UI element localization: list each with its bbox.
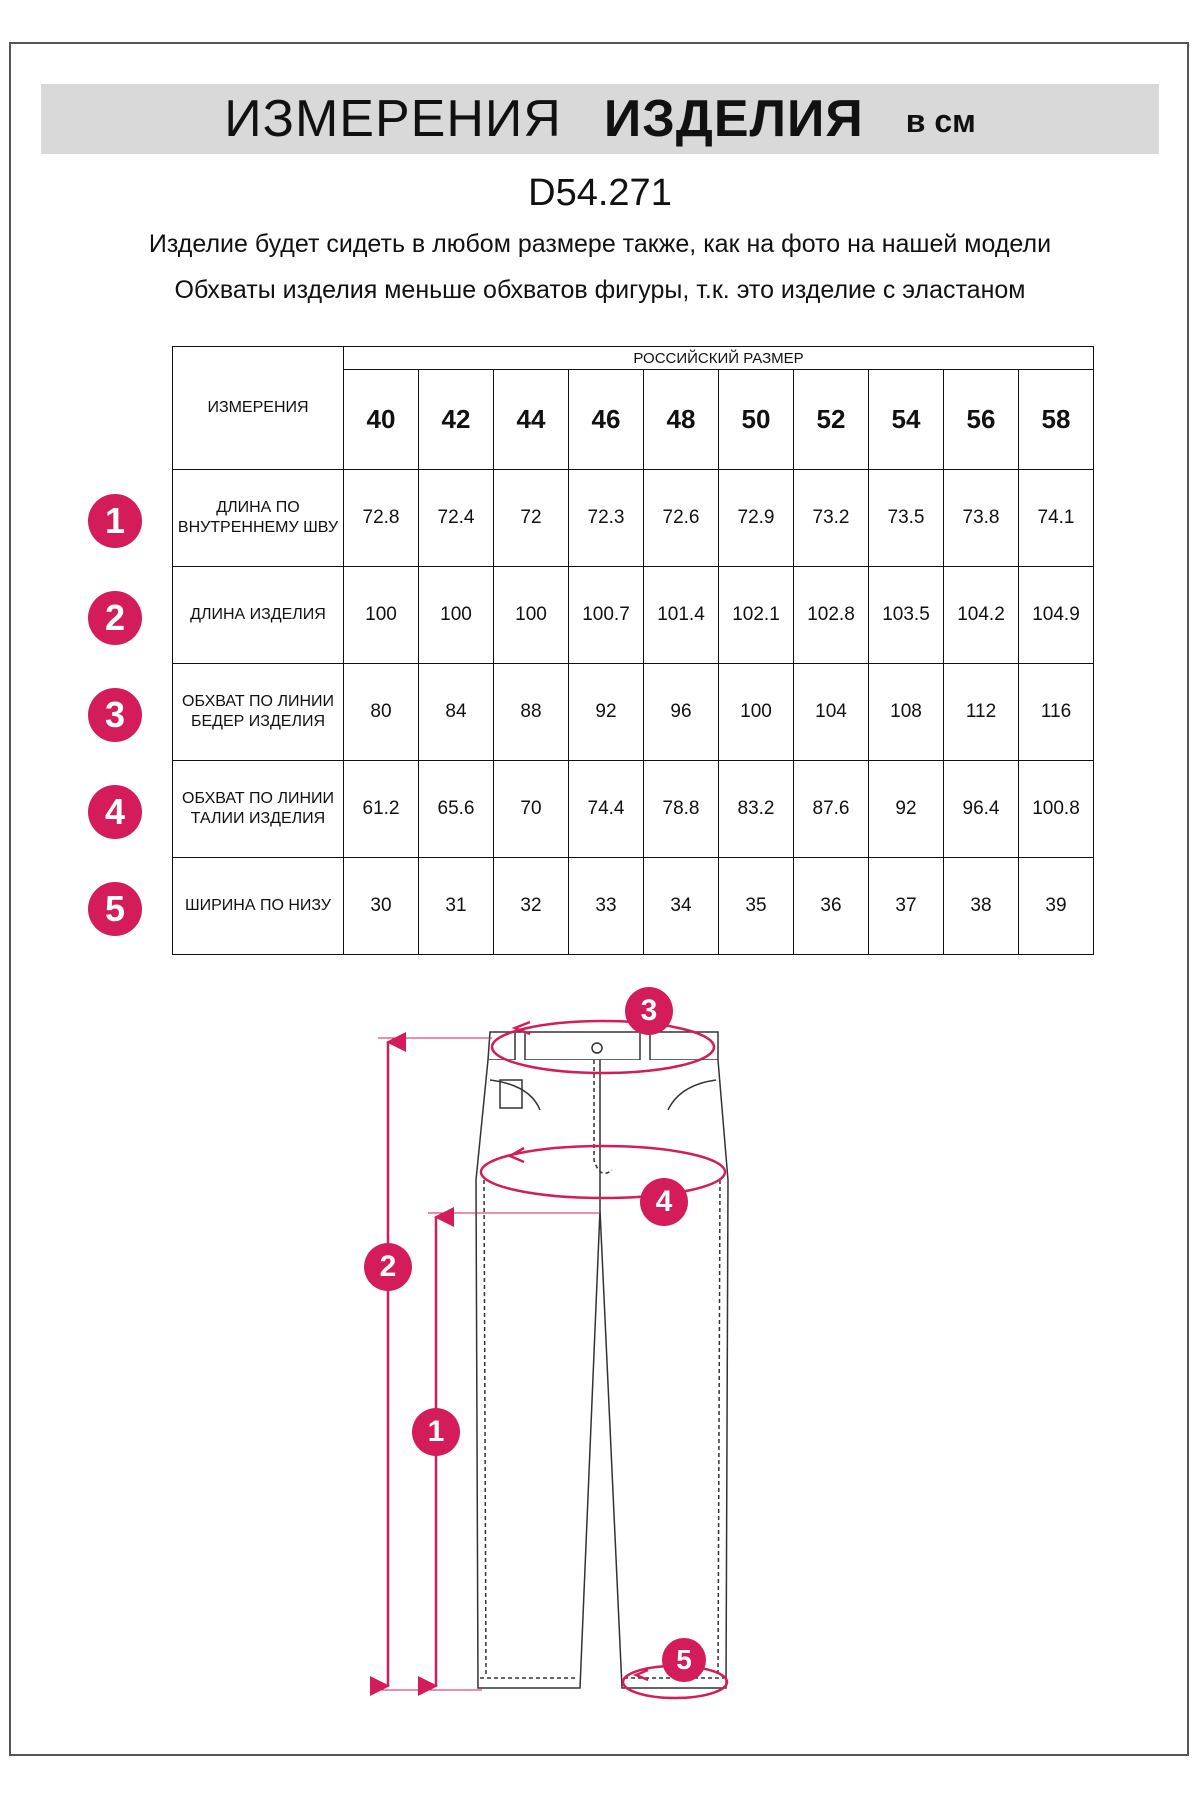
pants-outline bbox=[476, 1032, 728, 1688]
table-cell: 73.5 bbox=[869, 470, 944, 567]
table-cell: 92 bbox=[569, 664, 644, 761]
table-cell: 72.6 bbox=[644, 470, 719, 567]
table-cell: 96 bbox=[644, 664, 719, 761]
table-cell: 92 bbox=[869, 761, 944, 858]
row-number-badge: 3 bbox=[88, 688, 142, 742]
table-cell: 103.5 bbox=[869, 567, 944, 664]
row-number-badge: 5 bbox=[88, 882, 142, 936]
table-cell: 80 bbox=[344, 664, 419, 761]
table-cell: 72.3 bbox=[569, 470, 644, 567]
diagram-marker-4: 4 bbox=[640, 1178, 688, 1226]
table-cell: 34 bbox=[644, 858, 719, 955]
table-cell: 102.8 bbox=[794, 567, 869, 664]
table-cell: 112 bbox=[944, 664, 1019, 761]
size-header-cell: 54 bbox=[869, 370, 944, 470]
table-cell: 70 bbox=[494, 761, 569, 858]
size-header-cell: 58 bbox=[1019, 370, 1094, 470]
table-cell: 30 bbox=[344, 858, 419, 955]
diagram-marker-5: 5 bbox=[662, 1638, 706, 1682]
table-cell: 32 bbox=[494, 858, 569, 955]
table-cell: 35 bbox=[719, 858, 794, 955]
table-cell: 101.4 bbox=[644, 567, 719, 664]
table-cell: 78.8 bbox=[644, 761, 719, 858]
table-cell: 83.2 bbox=[719, 761, 794, 858]
row-label: ШИРИНА ПО НИЗУ bbox=[173, 858, 344, 955]
size-header-cell: 48 bbox=[644, 370, 719, 470]
table-cell: 72.4 bbox=[419, 470, 494, 567]
table-cell: 74.1 bbox=[1019, 470, 1094, 567]
table-cell: 33 bbox=[569, 858, 644, 955]
table-cell: 72 bbox=[494, 470, 569, 567]
table-cell: 73.2 bbox=[794, 470, 869, 567]
table-cell: 38 bbox=[944, 858, 1019, 955]
table-cell: 87.6 bbox=[794, 761, 869, 858]
size-header-cell: 52 bbox=[794, 370, 869, 470]
table-cell: 36 bbox=[794, 858, 869, 955]
row-number-badge: 4 bbox=[88, 785, 142, 839]
table-cell: 88 bbox=[494, 664, 569, 761]
table-cell: 65.6 bbox=[419, 761, 494, 858]
title-bold: ИЗДЕЛИЯ bbox=[603, 90, 864, 148]
table-cell: 108 bbox=[869, 664, 944, 761]
diagram-marker-2: 2 bbox=[364, 1243, 412, 1291]
article-code: D54.271 bbox=[528, 172, 672, 214]
table-cell: 100 bbox=[344, 567, 419, 664]
table-cell: 72.8 bbox=[344, 470, 419, 567]
table-cell: 84 bbox=[419, 664, 494, 761]
row-label: ДЛИНА ПО ВНУТРЕННЕМУ ШВУ bbox=[173, 470, 344, 567]
elastane-note: Обхваты изделия меньше обхватов фигуры, т.к. это изделие с эластаном bbox=[174, 276, 1026, 304]
row-label: ОБХВАТ ПО ЛИНИИ БЕДЕР ИЗДЕЛИЯ bbox=[173, 664, 344, 761]
table-cell: 116 bbox=[1019, 664, 1094, 761]
table-cell: 104 bbox=[794, 664, 869, 761]
row-label: ДЛИНА ИЗДЕЛИЯ bbox=[173, 567, 344, 664]
table-cell: 61.2 bbox=[344, 761, 419, 858]
size-header-cell: 56 bbox=[944, 370, 1019, 470]
measurements-header: ИЗМЕРЕНИЯ bbox=[173, 347, 344, 470]
size-group-header: РОССИЙСКИЙ РАЗМЕР bbox=[344, 347, 1094, 370]
table-cell: 104.9 bbox=[1019, 567, 1094, 664]
table-cell: 104.2 bbox=[944, 567, 1019, 664]
size-header-cell: 50 bbox=[719, 370, 794, 470]
size-header-cell: 46 bbox=[569, 370, 644, 470]
row-label: ОБХВАТ ПО ЛИНИИ ТАЛИИ ИЗДЕЛИЯ bbox=[173, 761, 344, 858]
table-cell: 100 bbox=[419, 567, 494, 664]
table-cell: 102.1 bbox=[719, 567, 794, 664]
table-cell: 100 bbox=[719, 664, 794, 761]
size-header-cell: 42 bbox=[419, 370, 494, 470]
title-regular: ИЗМЕРЕНИЯ bbox=[224, 90, 562, 148]
title-unit: в см bbox=[905, 102, 976, 139]
row-number-badge: 2 bbox=[88, 591, 142, 645]
table-cell: 74.4 bbox=[569, 761, 644, 858]
table-cell: 100 bbox=[494, 567, 569, 664]
table-cell: 96.4 bbox=[944, 761, 1019, 858]
table-cell: 73.8 bbox=[944, 470, 1019, 567]
table-cell: 37 bbox=[869, 858, 944, 955]
diagram-marker-3: 3 bbox=[625, 987, 673, 1035]
table-cell: 39 bbox=[1019, 858, 1094, 955]
fit-note: Изделие будет сидеть в любом размере также, как на фото на нашей модели bbox=[148, 230, 1052, 258]
row-number-badge: 1 bbox=[88, 494, 142, 548]
table-cell: 31 bbox=[419, 858, 494, 955]
size-header-cell: 40 bbox=[344, 370, 419, 470]
table-cell: 72.9 bbox=[719, 470, 794, 567]
size-header-cell: 44 bbox=[494, 370, 569, 470]
table-cell: 100.8 bbox=[1019, 761, 1094, 858]
diagram-marker-1: 1 bbox=[412, 1408, 460, 1456]
table-cell: 100.7 bbox=[569, 567, 644, 664]
